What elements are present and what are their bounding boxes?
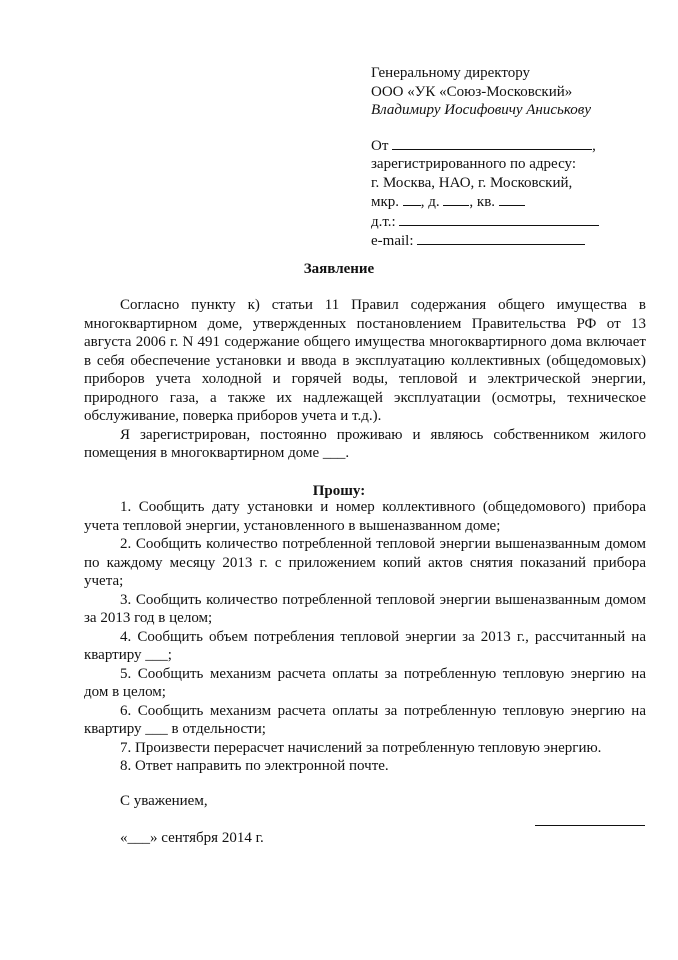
closing-greeting: С уважением, xyxy=(120,793,208,809)
house-label: , д. xyxy=(420,194,440,210)
phone-label: д.т.: xyxy=(371,213,396,230)
email-label: e-mail: xyxy=(371,233,414,249)
from-blank xyxy=(392,136,592,150)
mkr-line xyxy=(371,192,661,212)
email-blank xyxy=(417,231,585,245)
house-blank xyxy=(443,192,469,206)
sender-from-line xyxy=(371,136,661,156)
request-item: 4. Сообщить объем потребления тепловой энергии за 2013 г., рассчитанный на квартиру ___; xyxy=(84,628,646,663)
document-body xyxy=(84,296,646,463)
request-item: 2. Сообщить количество потребленной тепловой энергии вышеназванным домом по каждому месяцу 2013 г. с приложением копий актов снятия показаний прибора учета; xyxy=(84,536,646,589)
paragraph-residence: Я зарегистрирован, постоянно проживаю и являюсь собственником жилого помещения в многоквартирном доме ___. xyxy=(84,426,646,461)
document-date: «___» сентября 2014 г. xyxy=(120,830,264,846)
email-line xyxy=(371,231,661,251)
phone-blank xyxy=(399,212,599,226)
sender-block xyxy=(371,136,661,251)
flat-label: , кв. xyxy=(469,194,496,210)
signature-line xyxy=(535,825,645,826)
registered-label: зарегистрированного по адресу: xyxy=(371,156,576,172)
mkr-blank xyxy=(403,192,421,206)
addressee-name: Владимиру Иосифовичу Аниськову xyxy=(371,102,591,118)
flat-blank xyxy=(499,192,525,206)
request-item: 7. Произвести перерасчет начислений за потребленную тепловую энергию. xyxy=(120,739,602,756)
addressee-position: Генеральному директору xyxy=(371,65,531,81)
request-list xyxy=(84,498,646,776)
request-title: Прошу: xyxy=(312,483,366,499)
document-title: Заявление xyxy=(303,261,375,277)
from-label: От xyxy=(371,137,389,154)
request-item: 3. Сообщить количество потребленной тепловой энергии вышеназванным домом за 2013 год в целом; xyxy=(84,591,646,626)
phone-line xyxy=(371,212,661,232)
from-suffix: , xyxy=(592,137,596,154)
addressee-block xyxy=(371,64,661,251)
mkr-label: мкр. xyxy=(371,194,400,210)
request-item: 1. Сообщить дату установки и номер коллективного (общедомового) прибора учета тепловой энергии, установленного в вышеназванном доме; xyxy=(84,499,646,534)
request-item: 8. Ответ направить по электронной почте. xyxy=(120,758,389,774)
addressee-company: ООО «УК «Союз-Московский» xyxy=(371,83,573,100)
paragraph-legal-basis: Согласно пункту к) статьи 11 Правил содержания общего имущества в многоквартирном доме, утвержденных постановлением Правительства РФ от 13 августа 2006 г. N 491 содержание общего имущества многоквартирного дома включает в себя обеспечение установки и ввода в эксплуатацию коллективных (общедомовых) приборов учета холодной и горячей воды, тепловой и электрической энергии, природного газа, а также их надлежащей эксплуатации (осмотры, техническое обслуживание, поверка приборов учета и т.д.). xyxy=(84,297,646,424)
request-item: 6. Сообщить механизм расчета оплаты за потребленную тепловую энергию на квартиру ___ в отдельности; xyxy=(84,702,646,737)
address-line: г. Москва, НАО, г. Московский, xyxy=(371,174,573,191)
request-item: 5. Сообщить механизм расчета оплаты за потребленную тепловую энергию на дом в целом; xyxy=(84,665,646,700)
